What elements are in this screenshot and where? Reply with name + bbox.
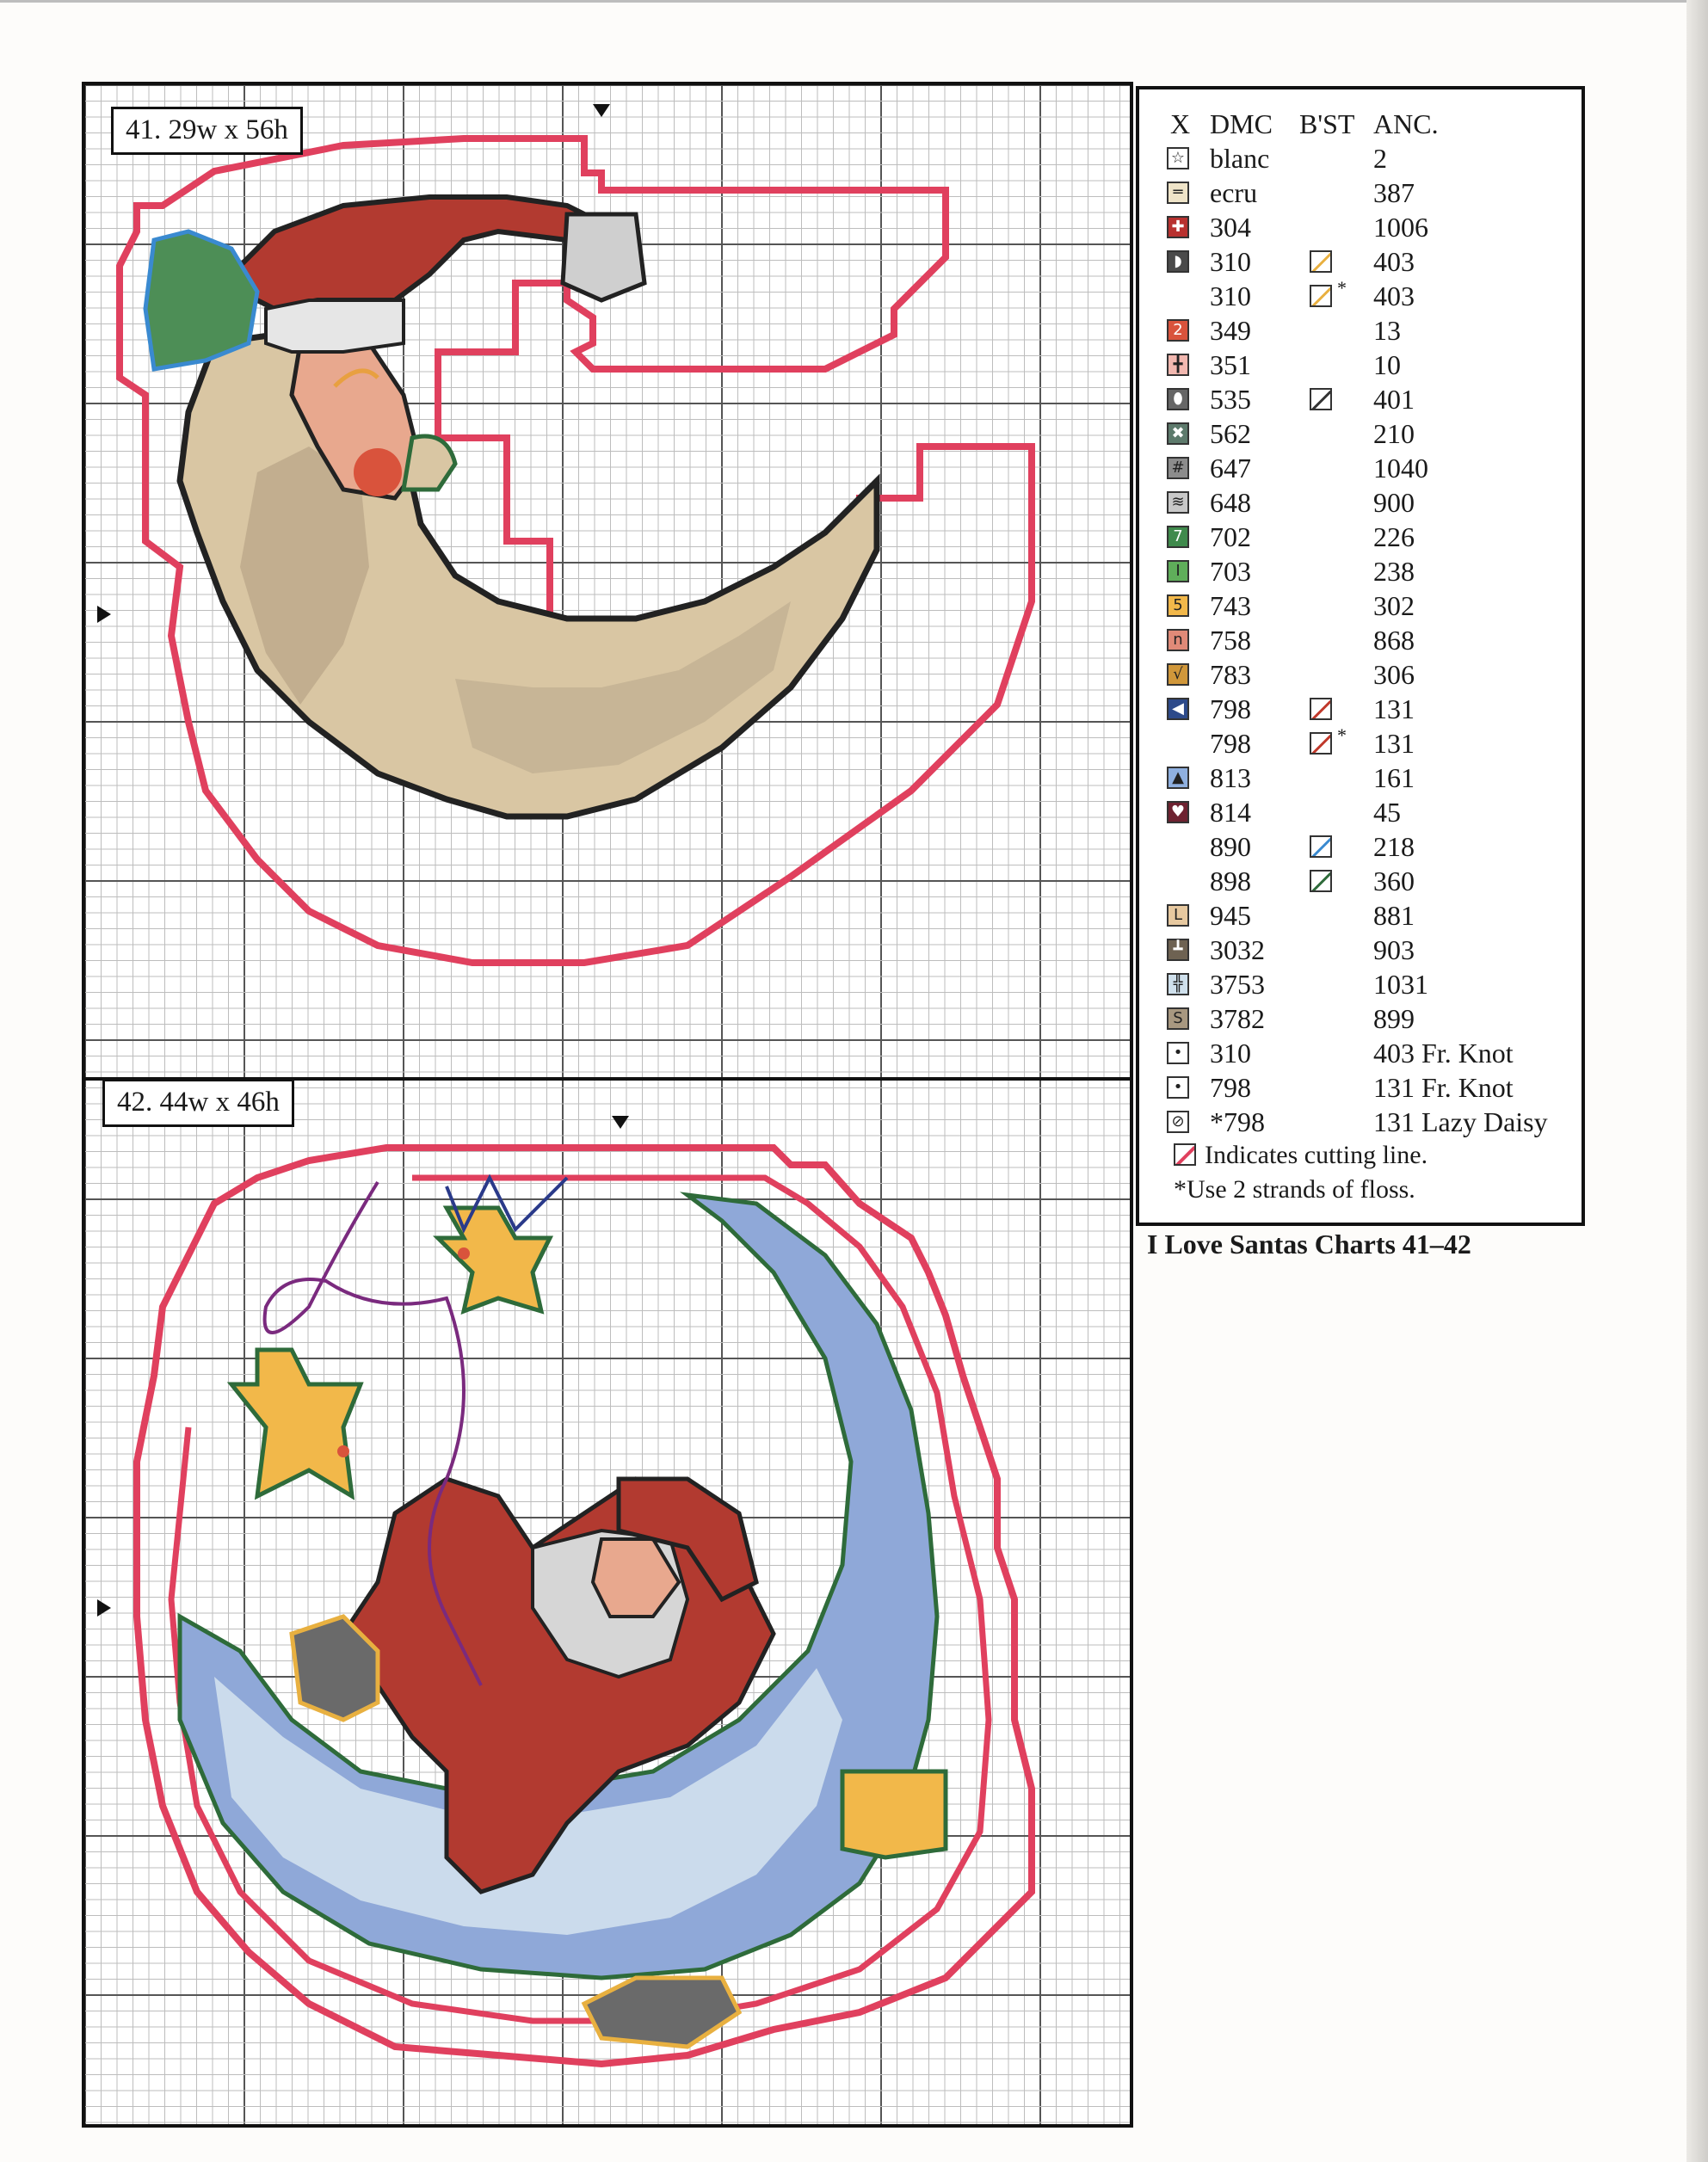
- dmc-number: 310: [1210, 1038, 1251, 1069]
- anchor-number: 10: [1373, 349, 1401, 380]
- dmc-number: blanc: [1210, 143, 1270, 174]
- stitch-symbol: ✖: [1167, 422, 1189, 445]
- anchor-number: 226: [1373, 521, 1415, 552]
- key-row: [1139, 487, 1582, 521]
- stitch-symbol: ◗: [1167, 250, 1189, 273]
- key-row: [1139, 934, 1582, 969]
- stitch-symbol: ╬: [1167, 973, 1189, 995]
- dmc-number: 798: [1210, 1072, 1251, 1103]
- key-row: [1139, 1106, 1582, 1141]
- stitch-symbol: ☆: [1167, 147, 1189, 169]
- backstitch-swatch: [1310, 250, 1332, 273]
- key-row: [1139, 384, 1582, 418]
- chart-caption: I Love Santas Charts 41–42: [1147, 1229, 1471, 1260]
- backstitch-swatch: [1310, 698, 1332, 720]
- stitch-symbol: ▲: [1167, 767, 1189, 789]
- dmc-number: 647: [1210, 453, 1251, 484]
- center-arrow-side-41: [97, 606, 111, 623]
- dmc-number: 813: [1210, 762, 1251, 793]
- key-row: [1139, 1072, 1582, 1106]
- dmc-number: 304: [1210, 212, 1251, 243]
- anchor-number: 401: [1373, 384, 1415, 415]
- cutting-line-text: Indicates cutting line.: [1205, 1141, 1428, 1169]
- anchor-number: 360: [1373, 865, 1415, 896]
- stitch-symbol: ≋: [1167, 491, 1189, 514]
- key-row: [1139, 349, 1582, 384]
- stitch-symbol: #: [1167, 457, 1189, 479]
- dmc-number: 743: [1210, 590, 1251, 621]
- stitch-symbol: √: [1167, 663, 1189, 686]
- stitch-symbol: L: [1167, 904, 1189, 927]
- anchor-number: 45: [1373, 797, 1401, 828]
- dmc-number: 702: [1210, 521, 1251, 552]
- backstitch-swatch: [1310, 835, 1332, 858]
- key-row: [1139, 797, 1582, 831]
- stitch-symbol: 5: [1167, 594, 1189, 617]
- anchor-number: 13: [1373, 315, 1401, 346]
- stitch-symbol: ╋: [1167, 354, 1189, 376]
- chart-41-label: 41. 29w x 56h: [111, 107, 303, 155]
- stitch-symbol: ◀: [1167, 698, 1189, 720]
- anchor-number: 131: [1373, 728, 1415, 759]
- dmc-number: 703: [1210, 556, 1251, 587]
- center-arrow-top-41: [593, 104, 610, 117]
- stitch-symbol: ═: [1167, 182, 1189, 204]
- anchor-number: 868: [1373, 625, 1415, 656]
- stitch-symbol: 7: [1167, 526, 1189, 548]
- dmc-number: *798: [1210, 1106, 1265, 1137]
- anchor-number: 900: [1373, 487, 1415, 518]
- key-row: [1139, 590, 1582, 625]
- key-row: [1139, 969, 1582, 1003]
- center-arrow-side-42: [97, 1599, 111, 1617]
- key-row: [1139, 1038, 1582, 1072]
- key-row: [1139, 693, 1582, 728]
- anchor-number: 238: [1373, 556, 1415, 587]
- dmc-number: 798: [1210, 693, 1251, 724]
- key-row: [1139, 724, 1582, 762]
- two-strand-marker: *: [1337, 724, 1347, 746]
- cutting-line-note: [1174, 1141, 1427, 1170]
- key-row: [1139, 900, 1582, 934]
- anchor-number: 881: [1373, 900, 1415, 931]
- two-strand-marker: *: [1337, 277, 1347, 299]
- anchor-number: 306: [1373, 659, 1415, 690]
- anchor-number: 903: [1373, 934, 1415, 965]
- backstitch-swatch: [1310, 285, 1332, 307]
- anchor-number: 1006: [1373, 212, 1428, 243]
- key-row: [1139, 865, 1582, 900]
- dmc-number: 798: [1210, 728, 1251, 759]
- dmc-number: 898: [1210, 865, 1251, 896]
- stitch-symbol: •: [1167, 1076, 1189, 1099]
- anchor-number: 1031: [1373, 969, 1428, 1000]
- key-header-anc: ANC.: [1373, 108, 1439, 139]
- key-row: [1139, 659, 1582, 693]
- anchor-number: 131 Fr. Knot: [1373, 1072, 1514, 1103]
- stitch-symbol: ⬮: [1167, 388, 1189, 410]
- stitch-symbol: n: [1167, 629, 1189, 651]
- key-row: [1139, 625, 1582, 659]
- key-header-dmc: DMC: [1210, 108, 1273, 139]
- stitch-symbol: ⊘: [1167, 1111, 1189, 1133]
- dmc-number: 890: [1210, 831, 1251, 862]
- key-row: [1139, 246, 1582, 280]
- anchor-number: 210: [1373, 418, 1415, 449]
- key-row: [1139, 212, 1582, 246]
- key-row: [1139, 177, 1582, 212]
- key-row: [1139, 831, 1582, 865]
- stitch-symbol: S: [1167, 1007, 1189, 1030]
- key-row: [1139, 143, 1582, 177]
- dmc-number: 3032: [1210, 934, 1265, 965]
- dmc-number: 535: [1210, 384, 1251, 415]
- key-header-bst: B'ST: [1299, 108, 1355, 139]
- backstitch-swatch: [1310, 870, 1332, 892]
- backstitch-swatch: [1310, 732, 1332, 755]
- anchor-number: 302: [1373, 590, 1415, 621]
- chart-frame: [82, 82, 1133, 2128]
- key-row: [1139, 315, 1582, 349]
- dmc-number: 3782: [1210, 1003, 1265, 1034]
- anchor-number: 403: [1373, 246, 1415, 277]
- dmc-number: 783: [1210, 659, 1251, 690]
- anchor-number: 131: [1373, 693, 1415, 724]
- dmc-number: 562: [1210, 418, 1251, 449]
- anchor-number: 1040: [1373, 453, 1428, 484]
- dmc-number: 349: [1210, 315, 1251, 346]
- anchor-number: 131 Lazy Daisy: [1373, 1106, 1548, 1137]
- anchor-number: 403: [1373, 280, 1415, 311]
- dmc-number: 3753: [1210, 969, 1265, 1000]
- page-edge: [0, 0, 1686, 3]
- stitch-symbol: •: [1167, 1042, 1189, 1064]
- backstitch-swatch: [1310, 388, 1332, 410]
- key-header-x: X: [1170, 108, 1191, 139]
- key-row: [1139, 453, 1582, 487]
- color-key: [1136, 86, 1585, 1226]
- stitch-symbol: ✚: [1167, 216, 1189, 238]
- stitch-symbol: 2: [1167, 319, 1189, 342]
- floss-note: *Use 2 strands of floss.: [1174, 1175, 1415, 1204]
- chart-42-label: 42. 44w x 46h: [102, 1079, 294, 1127]
- anchor-number: 899: [1373, 1003, 1415, 1034]
- anchor-number: 218: [1373, 831, 1415, 862]
- dmc-number: 814: [1210, 797, 1251, 828]
- key-row: [1139, 1003, 1582, 1038]
- center-markers: [85, 85, 1130, 2124]
- stitch-symbol: ♥: [1167, 801, 1189, 823]
- dmc-number: 648: [1210, 487, 1251, 518]
- dmc-number: 945: [1210, 900, 1251, 931]
- stitch-symbol: I: [1167, 560, 1189, 582]
- dmc-number: 758: [1210, 625, 1251, 656]
- anchor-number: 2: [1373, 143, 1387, 174]
- key-row: [1139, 277, 1582, 315]
- key-row: [1139, 556, 1582, 590]
- stitch-symbol: ┻: [1167, 939, 1189, 961]
- key-row: [1139, 418, 1582, 453]
- center-arrow-top-42: [612, 1116, 629, 1129]
- dmc-number: 310: [1210, 246, 1251, 277]
- anchor-number: 161: [1373, 762, 1415, 793]
- anchor-number: 387: [1373, 177, 1415, 208]
- anchor-number: 403 Fr. Knot: [1373, 1038, 1514, 1069]
- dmc-number: 310: [1210, 280, 1251, 311]
- key-row: [1139, 521, 1582, 556]
- dmc-number: 351: [1210, 349, 1251, 380]
- key-row: [1139, 762, 1582, 797]
- dmc-number: ecru: [1210, 177, 1258, 208]
- book-spine: [1686, 0, 1708, 2162]
- cutting-line-icon: [1174, 1143, 1196, 1166]
